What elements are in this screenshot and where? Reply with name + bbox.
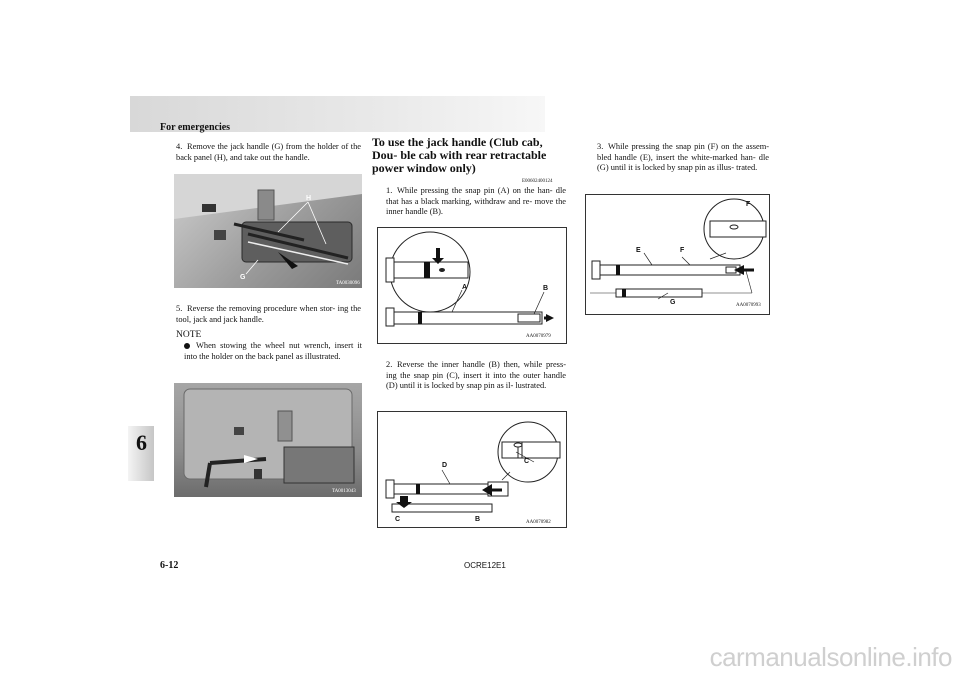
document-code: OCRE12E1 bbox=[464, 561, 506, 570]
figure-code-5: AA0070993 bbox=[736, 303, 761, 308]
note-label: NOTE bbox=[176, 330, 202, 340]
label-f: F bbox=[680, 247, 685, 254]
note-item: When stowing the wheel nut wrench, insert it into the holder on the back panel as illustrated. bbox=[184, 341, 362, 361]
label-a: A bbox=[462, 284, 468, 291]
step-1: 1. While pressing the snap pin (A) on the han- dle that has a black marking, withdraw and re- move the inner handle (B). bbox=[386, 186, 566, 216]
photo-jack-handle-holder bbox=[174, 174, 362, 288]
label-d: D bbox=[442, 462, 448, 469]
figure-code-4: AA0070982 bbox=[526, 520, 551, 525]
figure-code-2: TA0013043 bbox=[332, 489, 356, 494]
label-b-bottom: B bbox=[475, 516, 481, 523]
diagram-e-f-g bbox=[586, 195, 769, 314]
figure-code: TA0030096 bbox=[336, 281, 360, 286]
photo-illustration-2 bbox=[174, 383, 362, 497]
section-heading: To use the jack handle (Club cab, Dou- ble cab with rear retractable power window only) bbox=[372, 135, 547, 175]
step-3: 3. While pressing the snap pin (F) on the assem- bled handle (E), insert the white-marked han- dle (G) until it is locked by snap pin as illus- trated. bbox=[597, 142, 769, 172]
label-h: H bbox=[306, 195, 312, 202]
photo-wheel-nut-wrench-holder bbox=[174, 383, 362, 497]
diagram-a-b bbox=[378, 228, 566, 343]
label-f-top: F bbox=[746, 201, 751, 208]
watermark: carmanualsonline.info bbox=[709, 642, 952, 672]
label-g: G bbox=[240, 274, 246, 281]
figure-withdraw-inner-handle bbox=[377, 227, 567, 344]
label-g: G bbox=[670, 299, 676, 306]
step-4: 4. Remove the jack handle (G) from the holder of the back panel (H), and take out the handle. bbox=[176, 142, 361, 162]
page-number: 6-12 bbox=[160, 560, 179, 571]
figure-code-3: AA0070979 bbox=[526, 334, 551, 339]
label-e: E bbox=[636, 247, 641, 254]
label-b: B bbox=[543, 285, 549, 292]
step-2: 2. Reverse the inner handle (B) then, while press- ing the snap pin (C), insert it into the outer handle (D) until it is locked by snap pin as il- lustrated. bbox=[386, 360, 566, 390]
figure-insert-inner-handle bbox=[377, 411, 567, 528]
label-c: C bbox=[524, 458, 530, 465]
step-5: 5. Reverse the removing procedure when stor- ing the tool, jack and jack handle. bbox=[176, 304, 361, 324]
doc-code: E00602400124 bbox=[522, 179, 553, 184]
bullet-icon bbox=[184, 343, 190, 349]
label-c-bottom: C bbox=[395, 516, 401, 523]
section-title: For emergencies bbox=[160, 122, 231, 133]
figure-insert-white-handle bbox=[585, 194, 770, 315]
chapter-number: 6 bbox=[136, 430, 147, 455]
diagram-c-d-b bbox=[378, 412, 566, 527]
photo-illustration bbox=[174, 174, 362, 288]
